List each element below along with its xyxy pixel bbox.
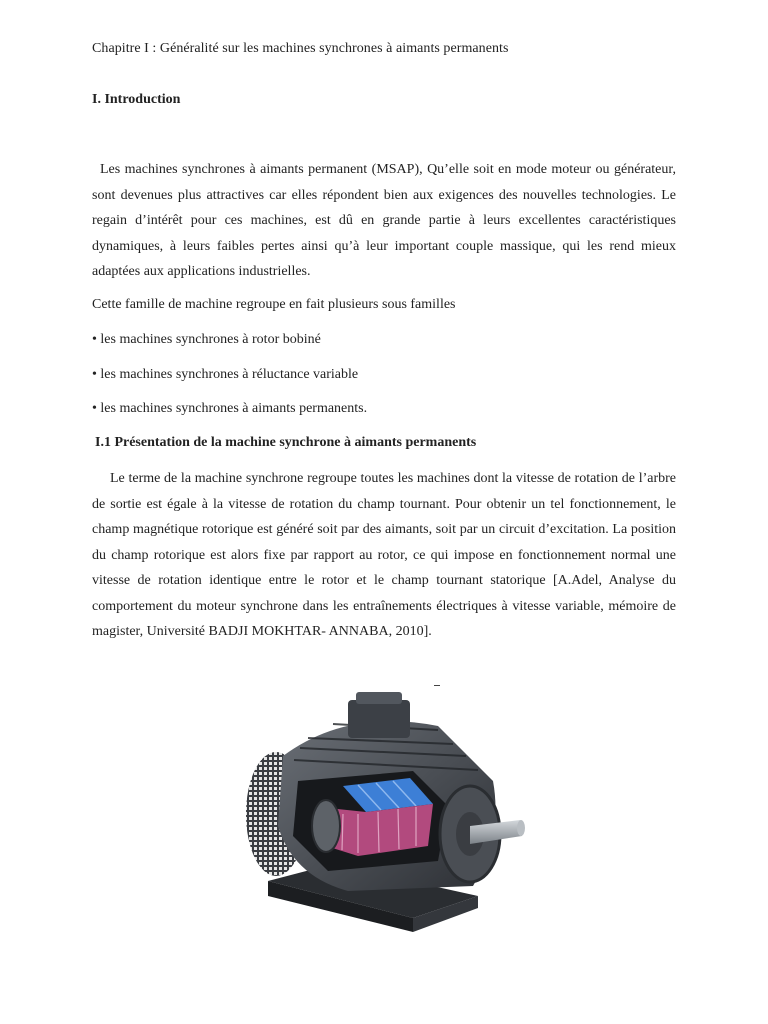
presentation-paragraph: Le terme de la machine synchrone regroupe toutes les machines dont la vitesse de rotation de l’arbre de sortie est égale à la vitesse de rotation du champ tournant. Pour obtenir un tel fonctionnement, le champ magnétique rotorique est généré soit par des aimants, soit par un circuit d’excitation. La position du champ rotorique est alors fixe par rapport au rotor, ce qui impose en fonctionnement normal une vitesse de rotation identique entre le rotor et le champ tournant statorique [A.Adel, Analyse du comportement du moteur synchrone dans les entraînements électriques à vitesse variable, mémoire de magister, Université BADJI MOKHTAR- ANNABA, 2010]. — [92, 471, 676, 639]
terminal-box — [348, 700, 410, 738]
introduction-heading: I. Introduction — [92, 92, 181, 107]
bullet-item: • les machines synchrones à réluctance variable — [92, 367, 359, 382]
bullet-item: • les machines synchrones à rotor bobiné — [92, 332, 321, 347]
family-line: Cette famille de machine regroupe en fait plusieurs sous familles — [92, 297, 456, 312]
introduction-paragraph: Les machines synchrones à aimants permanent (MSAP), Qu’elle soit en mode moteur ou générateur, sont devenues plus attractives car elles répondent bien aux exigences des nouvelles technologies. Le regain d’intérêt pour ces machines, est dû en grande partie à leurs excellentes caractéristiques dynamiques, à leurs faibles pertes ainsi qu’à leur important couple massique, qui les rend mieux adaptées aux applications industrielles. — [92, 162, 676, 279]
presentation-heading: I.1 Présentation de la machine synchrone à aimants permanents — [95, 435, 477, 450]
bullet-item: • les machines synchrones à aimants permanents. — [92, 401, 368, 416]
chapter-header: Chapitre I : Généralité sur les machines synchrones à aimants permanents — [92, 41, 509, 56]
motor-cutaway-image — [238, 686, 528, 936]
